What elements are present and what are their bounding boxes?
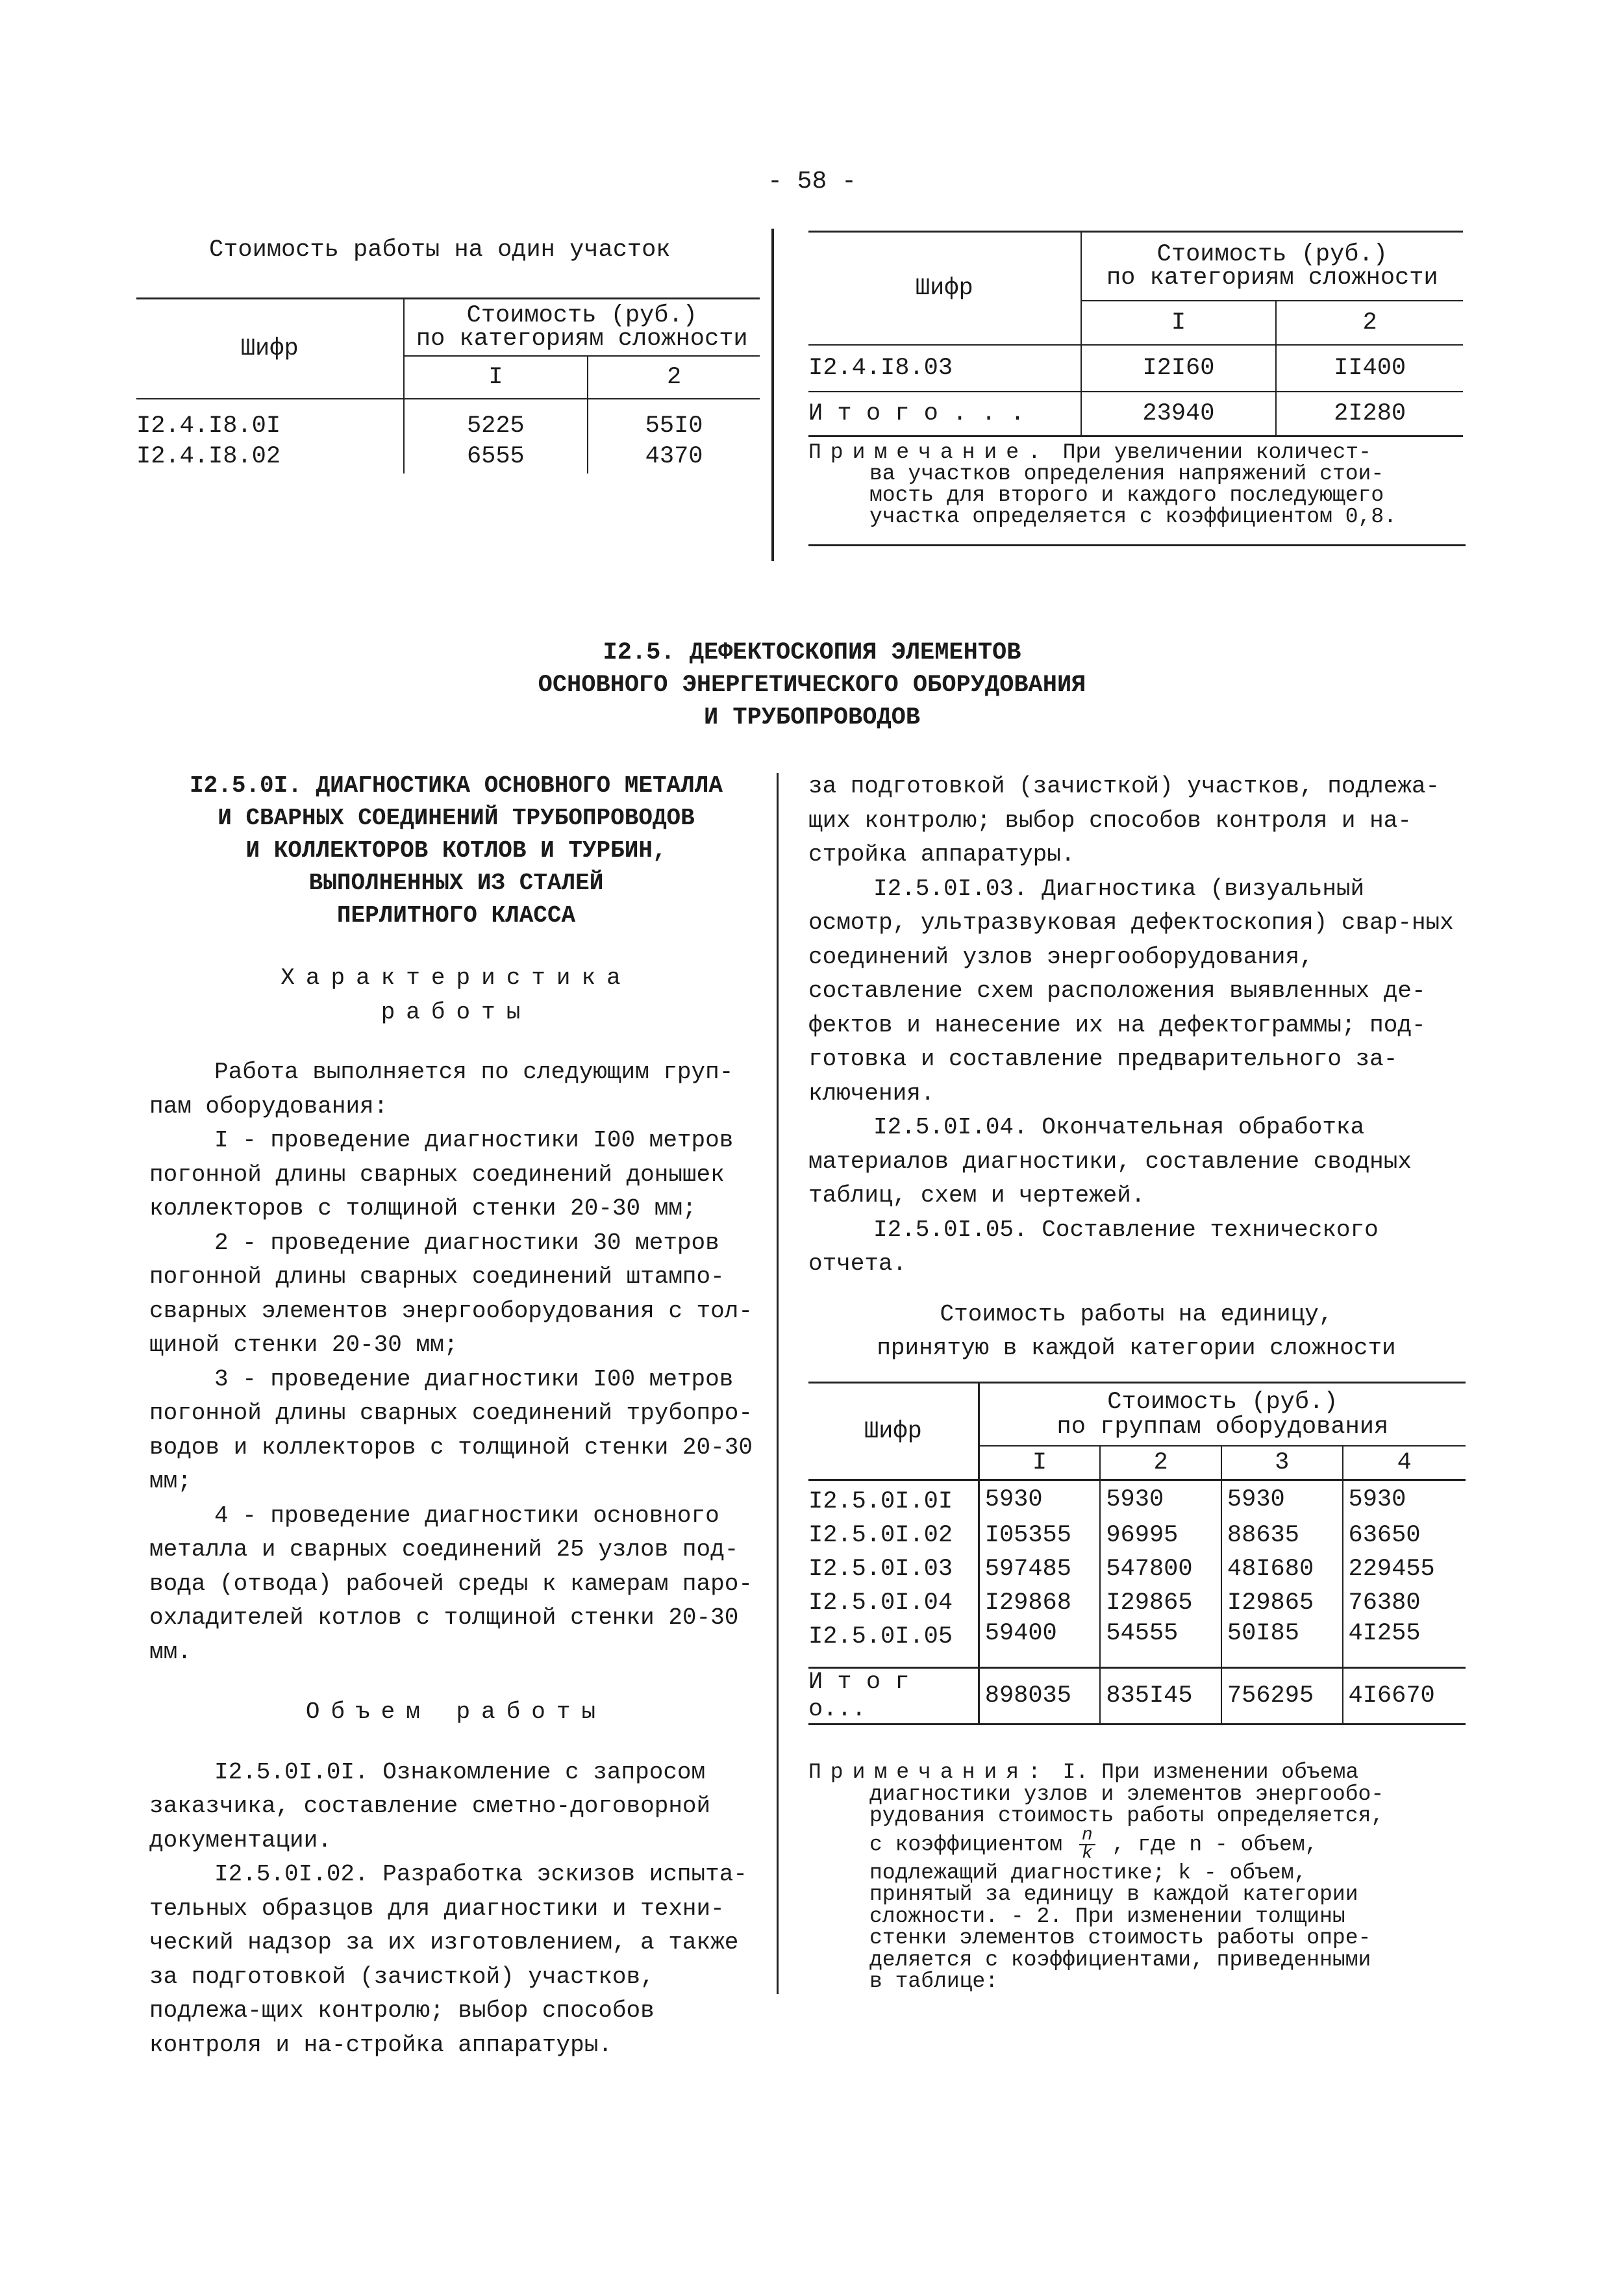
right-column <box>808 770 1464 1282</box>
table-row <box>808 1552 1466 1586</box>
table2 <box>808 231 1463 437</box>
divider <box>808 544 1466 546</box>
table3-cell-code: I2.5.0I.05 <box>808 1620 979 1668</box>
volume-title: Объем работы <box>305 1699 607 1725</box>
note-text: При увеличении количест- <box>1062 440 1371 464</box>
table3-notes: Примечания: I. При изменении объема диагностики узлов и элементов энергообо- рудования стоимость работы определяется, с коэффициентом $\frac{n}{k}$ , где n - объем, подлежащий диагностике; k - объем, принятый за единицу в каждой категории сложности. - 2. При изменении толщины стенки элементов стоимость работы опре- деляется с коэффициентами, приведенными в таблице: <box>808 1760 1384 1993</box>
table2-cell: II400 <box>1276 345 1463 392</box>
list-item: I - проведение диагностики I00 метров погонной длины сварных соединений донышек коллекторов с толщиной стенки 20-30 мм; <box>149 1127 734 1222</box>
table3-header-g4: 4 <box>1343 1446 1466 1480</box>
coefficient-fraction: $\frac{n}{k}$ <box>1079 1827 1095 1862</box>
table1-cell: 4370 <box>645 443 703 470</box>
table2-total-label: И т о г о . . . <box>808 392 1081 436</box>
table1-caption: Стоимость работы на один участок <box>209 236 671 264</box>
table3-caption: Стоимость работы на единицу, принятую в каждой категории сложности <box>877 1301 1396 1361</box>
table3-cell: 88635 <box>1221 1519 1343 1552</box>
paragraph: I2.5.0I.0I. Ознакомление с запросом заказчика, составление сметно-договорной документации. <box>149 1758 711 1854</box>
table2-cell-code: I2.4.I8.03 <box>808 345 1081 392</box>
page-number: - 58 - <box>768 168 856 196</box>
table3-cell-code: I2.5.0I.0I <box>808 1480 979 1519</box>
table1-header-code: Шифр <box>136 299 404 399</box>
paragraph: Работа выполняется по следующим груп- пам оборудования: <box>149 1059 734 1120</box>
left-column <box>149 770 763 2058</box>
table-row <box>808 1519 1466 1552</box>
table3-header-g2: 2 <box>1100 1446 1221 1480</box>
table2-cell: 2I280 <box>1276 392 1463 436</box>
table3-cell: 597485 <box>979 1552 1100 1586</box>
table3-cell: 5930 <box>1221 1480 1343 1519</box>
table2-header-cat2: 2 <box>1276 301 1463 345</box>
table-row <box>808 392 1463 436</box>
table3-cell-code: I2.5.0I.04 <box>808 1586 979 1620</box>
table3-cell: 5930 <box>1100 1480 1221 1519</box>
table3-total-cell: 4I6670 <box>1343 1668 1466 1725</box>
column-divider <box>771 229 774 561</box>
table3-cell-code: I2.5.0I.02 <box>808 1519 979 1552</box>
table1-header-cat1: I <box>404 356 588 399</box>
table2-note <box>808 442 1464 527</box>
column-divider <box>777 773 779 1994</box>
table3-cell: 50I85 <box>1221 1620 1343 1668</box>
table3-cell: I05355 <box>979 1519 1100 1552</box>
table3-cell: I29865 <box>1221 1586 1343 1620</box>
table3-cell: 5930 <box>979 1480 1100 1519</box>
list-item: 4 - проведение диагностики основного металла и сварных соединений 25 узлов под-вода (отвода) рабочей среды к камерам паро-охладителей котлов с толщиной стенки 20-30 мм. <box>149 1502 753 1665</box>
table1-cell: 5225 <box>404 399 588 440</box>
table1-cell: 55I0 <box>645 412 703 440</box>
table3-cell: I29865 <box>1100 1586 1221 1620</box>
table3-cell-code: I2.5.0I.03 <box>808 1552 979 1586</box>
table3-cell: 547800 <box>1100 1552 1221 1586</box>
table3-cell: 59400 <box>979 1620 1100 1668</box>
note-text: ва участков определения напряжений стои- <box>869 462 1384 486</box>
paragraph: I2.5.0I.04. Окончательная обработка материалов диагностики, составление сводных таблиц, схем и чертежей. <box>808 1114 1412 1209</box>
section-heading: I2.5. ДЕФЕКТОСКОПИЯ ЭЛЕМЕНТОВ ОСНОВНОГО ЭНЕРГЕТИЧЕСКОГО ОБОРУДОВАНИЯ И ТРУБОПРОВОДОВ <box>538 639 1086 731</box>
table-row <box>136 440 760 474</box>
table3-cell: 96995 <box>1100 1519 1221 1552</box>
table3-cell: 229455 <box>1348 1556 1435 1583</box>
paragraph: I2.5.0I.03. Диагностика (визуальный осмотр, ультразвуковая дефектоскопия) свар-ных соединений узлов энергооборудования, составление схем расположения выявленных де-фектов и нанесение их на дефектограммы; под-готовка и составление предварительного за-ключения. <box>808 875 1454 1107</box>
table-row <box>808 1480 1466 1519</box>
table2-cell: 23940 <box>1081 392 1277 436</box>
table3-total-label: И т о г о... <box>808 1668 979 1725</box>
list-item: 3 - проведение диагностики I00 метров погонной длины сварных соединений трубопро-водов и коллекторов с толщиной стенки 20-30 мм; <box>149 1365 753 1495</box>
table3-total-cell: 756295 <box>1221 1668 1343 1725</box>
table2-cell: I2I60 <box>1081 345 1277 392</box>
subsection-heading: I2.5.0I. ДИАГНОСТИКА ОСНОВНОГО МЕТАЛЛА И СВАРНЫХ СОЕДИНЕНИЙ ТРУБОПРОВОДОВ И КОЛЛЕКТОРОВ КОТЛОВ И ТУРБИН, ВЫПОЛНЕННЫХ ИЗ СТАЛЕЙ ПЕРЛИТНОГО КЛАССА <box>190 772 723 929</box>
table1-cell-code: I2.4.I8.0I <box>136 399 404 440</box>
table3-cell: 63650 <box>1348 1522 1421 1549</box>
notes-label: Примечания: <box>808 1760 1050 1784</box>
table3-header-code: Шифр <box>808 1383 979 1480</box>
table1-header-cost: Стоимость (руб.) по категориям сложности <box>404 299 760 357</box>
table3-cell: 4I255 <box>1348 1620 1421 1647</box>
table-row-total <box>808 1668 1466 1725</box>
table3-total-cell: 898035 <box>979 1668 1100 1725</box>
note-text: мость для второго и каждого последующего <box>869 483 1384 507</box>
paragraph: за подготовкой (зачисткой) участков, подлежа-щих контролю; выбор способов контроля и на-стройка аппаратуры. <box>808 773 1440 868</box>
list-item: 2 - проведение диагностики 30 метров погонной длины сварных соединений штампо-сварных элементов энергооборудования с тол-щиной стенки 20-30 мм; <box>149 1229 753 1358</box>
table3-cell: I29868 <box>979 1586 1100 1620</box>
characteristics-title: работы <box>381 998 532 1026</box>
table3-header-cost: Стоимость (руб.) по группам оборудования <box>979 1383 1466 1447</box>
table3-cell: 48I680 <box>1221 1552 1343 1586</box>
table-row <box>808 1620 1466 1668</box>
table2-header-cat1: I <box>1081 301 1277 345</box>
table3-total-cell: 835I45 <box>1100 1668 1221 1725</box>
note-text: участка определяется с коэффициентом 0,8. <box>869 505 1397 529</box>
paragraph: I2.5.0I.05. Составление технического отчета. <box>808 1216 1379 1277</box>
paragraph: I2.5.0I.02. Разработка эскизов испыта-тельных образцов для диагностики и техни-ческий надзор за их изготовлением, а также за подготовкой (зачисткой) участков, подлежа-щих контролю; выбор способов контроля и на-стройка аппаратуры. <box>149 1861 747 2058</box>
table-row <box>136 399 760 440</box>
table3-cell: 54555 <box>1100 1620 1221 1668</box>
table3 <box>808 1382 1466 1725</box>
table3-cell: 76380 <box>1348 1589 1421 1617</box>
table1-cell-code: I2.4.I8.02 <box>136 440 404 474</box>
table-row <box>808 345 1463 392</box>
table3-header-g3: 3 <box>1221 1446 1343 1480</box>
table3-cell: 5930 <box>1348 1486 1406 1513</box>
table2-header-code: Шифр <box>808 232 1081 346</box>
characteristics-title: Характеристика <box>281 965 632 991</box>
table1 <box>136 297 760 474</box>
table1-cell: 6555 <box>404 440 588 474</box>
table1-header-cat2: 2 <box>588 356 760 399</box>
table-row <box>808 1586 1466 1620</box>
table2-header-cost: Стоимость (руб.) по категориям сложности <box>1081 232 1463 301</box>
note-label: Примечание. <box>808 440 1050 464</box>
table3-header-g1: I <box>979 1446 1100 1480</box>
